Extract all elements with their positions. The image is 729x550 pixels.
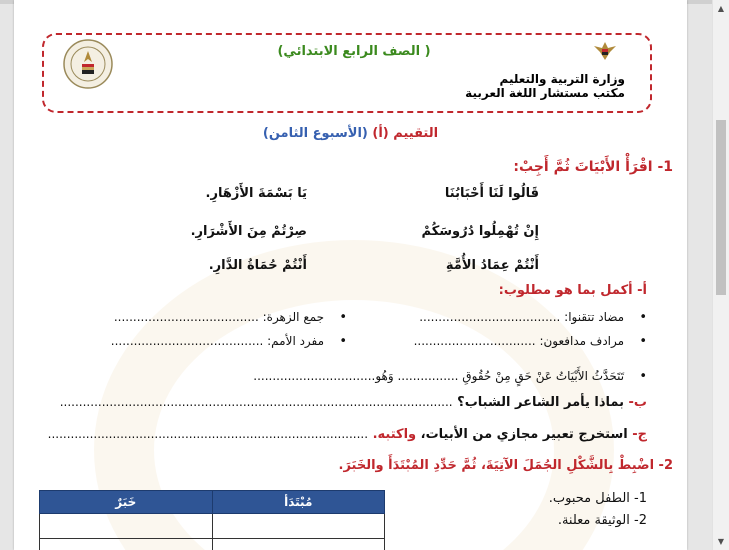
week-label: (الأسبوع الثامن): [262, 126, 368, 141]
bullet: •: [639, 334, 647, 349]
header-khabar: خَبَرٌ: [40, 491, 213, 514]
table-header-row: [40, 491, 385, 514]
bullet: •: [639, 369, 647, 384]
assessment-title: [14, 126, 687, 141]
fill-text: مفرد الأمم: ........................................: [110, 334, 325, 348]
verse-1-second: يَا بَسْمَةَ الأَزْهَارِ.: [205, 186, 307, 201]
document-page: [14, 0, 687, 550]
table-cell: [212, 514, 385, 539]
section-j-action: واكتبه.: [372, 427, 417, 442]
verse-3-second: أَنْتُمْ حُمَاةُ الدَّارِ.: [208, 258, 307, 273]
verse-2-first: إِنْ تُهْمِلُوا دُرُوسَكُمْ: [421, 224, 539, 239]
answer-line: ....................................................................................: [47, 427, 369, 441]
verse-1-first: قَالُوا لَنَا أَحْبَابُنَا: [444, 186, 539, 201]
vertical-scrollbar[interactable]: [712, 0, 729, 550]
question-1-label: 1- اقْرَأْ الأَبْيَاتَ ثُمَّ أَجِبْ:: [513, 159, 673, 175]
answer-line: .......................................................................................................: [59, 395, 453, 409]
question-2-label: 2- اضْبِطْ بِالشَّكْلِ الجُمَلَ الآتِيَةَ، ثُمَّ حَدِّدِ المُبْتَدَأَ والخَبَرَ.: [338, 458, 673, 473]
section-a-label: أ- أكمل بما هو مطلوب:: [498, 283, 647, 298]
office-name: مكتب مستشار اللغة العربية: [465, 86, 625, 100]
egypt-eagle-emblem: [592, 40, 618, 62]
sentence-1: 1- الطفل محبوب.: [548, 491, 647, 506]
ministry-info: [465, 72, 625, 100]
sentence-2: 2- الوثيقة معلنة.: [557, 513, 647, 528]
verse-3-first: أَنْتُمْ عِمَادُ الأُمَّةِ: [445, 258, 539, 273]
bullet: •: [339, 310, 347, 325]
scroll-down-icon[interactable]: ▼: [717, 536, 725, 546]
table-cell: [40, 514, 213, 539]
fill-item-plural: [114, 306, 347, 325]
fill-item-antonym: [419, 306, 647, 325]
fill-text: مرادف مدافعون: ................................: [413, 334, 625, 348]
table-row: [40, 514, 385, 539]
bullet: •: [339, 334, 347, 349]
section-b-prefix: ب-: [628, 395, 647, 410]
ministry-seal-logo: [62, 38, 114, 90]
table-row: [40, 539, 385, 550]
grade-title: ( الصف الرابع الابتدائي): [277, 44, 431, 59]
answer-table: [39, 490, 385, 550]
fill-item-singular: [111, 330, 347, 349]
verse-2-second: صِرْتُمْ مِنَ الأَشْرَارِ.: [190, 224, 307, 239]
bullet: •: [639, 310, 647, 325]
scroll-up-icon[interactable]: ▲: [717, 3, 725, 13]
table-cell: [212, 539, 385, 550]
section-b-text: بماذا يأمر الشاعر الشباب؟: [452, 395, 629, 410]
fill-item-synonym: [414, 330, 647, 349]
scroll-thumb[interactable]: [716, 120, 726, 295]
header-mubtada: مُبْتَدَأ: [212, 491, 385, 514]
fill-text: جمع الزهرة: ......................................: [113, 310, 325, 324]
section-j-text: استخرج تعبير مجازي من الأبيات،: [416, 427, 633, 442]
fill-item-rights: [253, 365, 647, 384]
section-b-question: [60, 395, 647, 410]
section-j-question: [48, 427, 647, 442]
fill-text: مضاد تتقنوا: .....................................: [419, 310, 625, 324]
assessment-label: التقييم (أ): [372, 126, 439, 141]
ministry-name: وزارة التربية والتعليم: [499, 72, 625, 86]
table-cell: [40, 539, 213, 550]
fill-text: تَتَحَدَّثُ الأَبْيَاتُ عَنْ حَقٍ مِنْ حُقُوقِ ................ وَهُو................................: [253, 369, 625, 383]
section-j-prefix: ج-: [632, 427, 647, 442]
